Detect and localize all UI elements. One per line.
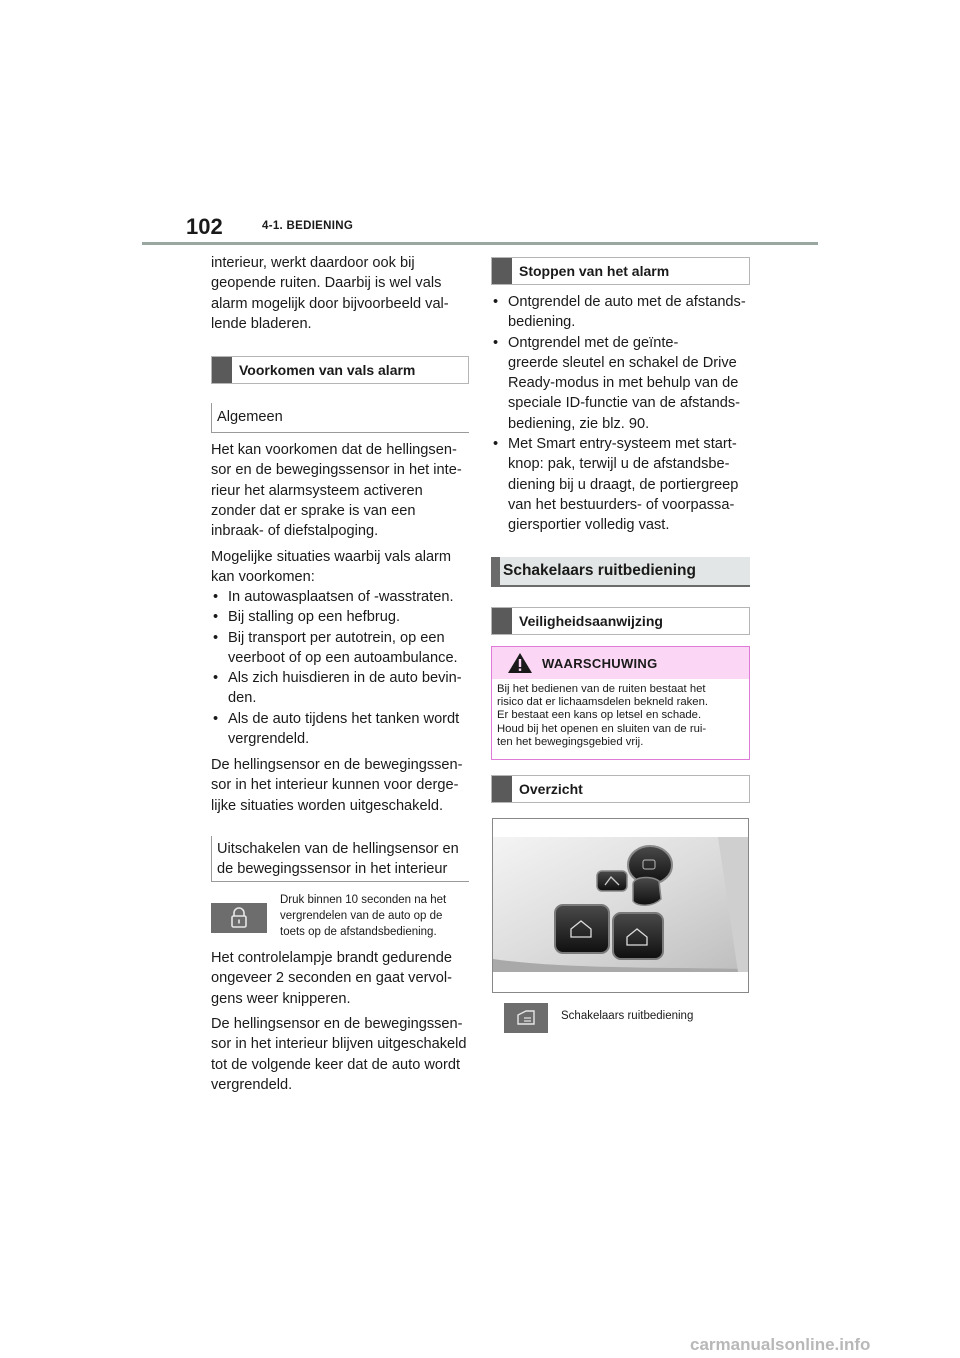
lock-note: Druk binnen 10 seconden na het vergrendelen van de auto op de toets op de afstandsbediening. [280, 894, 447, 938]
list-item: • Ontgrendel de auto met de afstands- bediening. [491, 292, 753, 333]
list-item: • Met Smart entry-systeem met start- knop: pak, terwijl u de afstandsbe- diening bij u draagt, de portiergreep van het bestuurders- of voorpassa- giersportier volledig vast. [491, 434, 753, 535]
situations-list [211, 587, 469, 749]
list-item: • In autowasplaatsen of -wasstraten. [211, 587, 469, 607]
section-title: 4-1. BEDIENING [262, 220, 354, 232]
heading-overzicht: Overzicht [491, 775, 750, 803]
heading-schakelaars: Schakelaars ruitbediening [491, 557, 750, 587]
window-switch-photo [492, 818, 749, 993]
window-switch-icon [504, 1003, 548, 1033]
header-rule [142, 242, 818, 245]
paragraph-1: Het kan voorkomen dat de hellingsen- sor en de bewegingssensor in het inte- rieur het alarmsysteem activeren zonder dat er sprake is van een inbraak- of diefstalpoging. [211, 442, 462, 540]
heading-bar [492, 608, 512, 634]
stop-alarm-list [491, 292, 753, 536]
list-item: • Bij transport per autotrein, op een veerboot of op een autoambulance. [211, 628, 469, 669]
paragraph-5: De hellingsensor en de bewegingssen- sor in het interieur blijven uitgeschakeld tot de volgende keer dat de auto wordt vergrendeld. [211, 1016, 467, 1093]
list-item: • Bij stalling op een hefbrug. [211, 607, 469, 627]
paragraph-2: Mogelijke situaties waarbij vals alarm kan voorkomen: [211, 549, 452, 586]
heading-bar [492, 258, 512, 284]
warning-text: Bij het bedienen van de ruiten bestaat het risico dat er lichaamsdelen bekneld raken. Er bestaat een kans op letsel en schade. Houd bij het openen en sluiten van de rui- ten het bewegingsgebied vrij. [497, 683, 708, 748]
watermark: carmanualsonline.info [690, 1335, 871, 1354]
subheading-uitschakelen: Uitschakelen van de hellingsensor en de bewegingssensor in het interieur [211, 836, 469, 882]
heading-voorkomen: Voorkomen van vals alarm [211, 356, 469, 384]
heading-veiligheid: Veiligheidsaanwijzing [491, 607, 750, 635]
heading-bar [491, 557, 500, 585]
intro-paragraph: interieur, werkt daardoor ook bij geopende ruiten. Daarbij is wel vals alarm mogelijk door bijvoorbeeld val- lende bladeren. [211, 255, 449, 332]
list-item: • Als de auto tijdens het tanken wordt vergrendeld. [211, 709, 469, 750]
heading-bar [492, 776, 512, 802]
paragraph-4: Het controlelampje brandt gedurende ongeveer 2 seconden en gaat vervol- gens weer knipperen. [211, 950, 452, 1007]
warning-box [491, 646, 750, 760]
warning-icon [507, 652, 533, 674]
heading-bar [212, 357, 232, 383]
paragraph-3: De hellingsensor en de bewegingssen- sor in het interieur kunnen voor derge- lijke situaties worden uitgeschakeld. [211, 757, 463, 814]
list-item: • Ontgrendel met de geïnte- greerde sleutel en schakel de Drive Ready-modus in met behulp van de speciale ID-functie van de afstands- bediening, zie blz. 90. [491, 333, 753, 434]
list-item: • Als zich huisdieren in de auto bevin- den. [211, 668, 469, 709]
figure-caption: Schakelaars ruitbediening [561, 1010, 694, 1022]
heading-stoppen: Stoppen van het alarm [491, 257, 750, 285]
lock-button-icon [211, 903, 267, 933]
subheading-algemeen: Algemeen [211, 403, 469, 433]
page-number: 102 [186, 214, 223, 239]
warning-title: WAARSCHUWING [542, 656, 658, 671]
